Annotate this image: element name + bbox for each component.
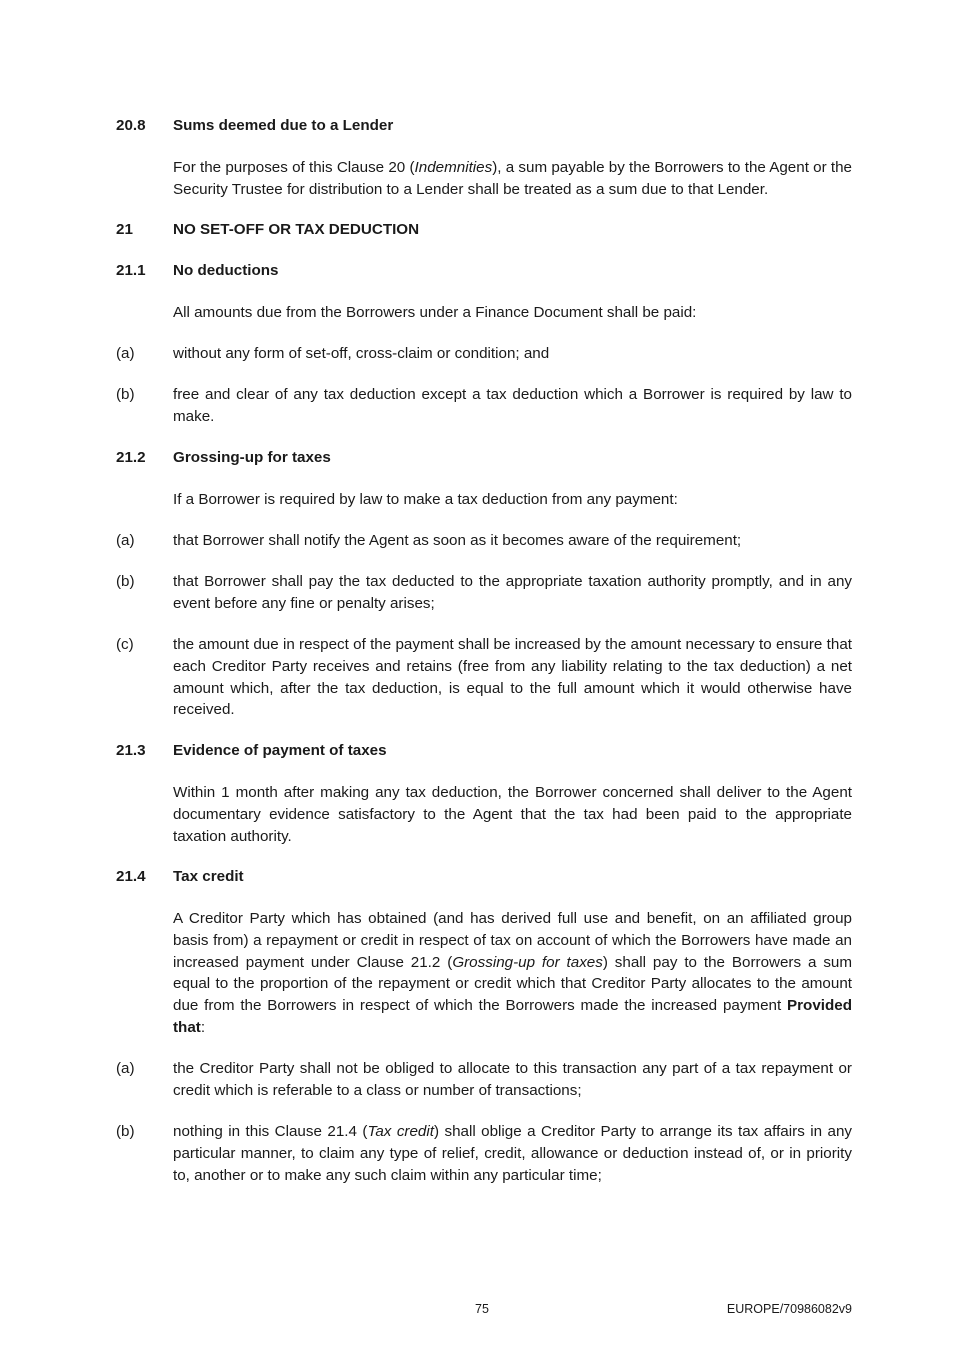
section-title: Evidence of payment of taxes: [173, 742, 387, 759]
document-reference: EUROPE/70986082v9: [726, 1302, 852, 1316]
list-label: (c): [116, 636, 134, 653]
clause-number: 21: [116, 221, 133, 238]
list-label: (a): [116, 532, 135, 549]
list-label: (b): [116, 573, 135, 590]
section-title: Grossing-up for taxes: [173, 449, 331, 466]
list-label: (b): [116, 1123, 135, 1140]
list-label: (a): [116, 345, 135, 362]
page-number: 75: [475, 1302, 489, 1316]
clause-title: NO SET-OFF OR TAX DEDUCTION: [173, 221, 420, 238]
section-number: 21.2: [116, 449, 146, 466]
document-page: 20.8 Sums deemed due to a Lender For the purposes of this Clause 20 (Indemnities), a sum payable by the Borrowers to the Agent or the Security Trustee for distribution to a Lender shall be treated as a sum due to that Lender. 21 NO SET-OFF OR TAX DEDUCTION 21.1 No deductions All amounts due from the Borrowers under a Finance Document shall be paid: (a) without any form of set-off, cross-claim or condition; and (b) free and clear of any tax deduction except a tax deduction which a Borrower is required by law to make. 21.2 Grossing-up for taxes If a Borrower is required by law to make a tax deduction from any payment: (a) that Borrower shall notify the Agent as soon as it becomes aware of the requirement; (b) that Borrower shall pay the tax deducted to the appropriate taxation authority promptly, and in any event before any fine or penalty arises; (c) the amount due in respect of the payment shall be increased by the amount necessary to ensure that each Creditor Party receives and retains (free from any liability relating to the tax deduction) a net amount which, after the tax deduction, is equal to the full amount which it would otherwise have received. 21.3 Evidence of payment of taxes Within 1 month after making any tax deduction, the Borrower concerned shall deliver to the Agent documentary evidence satisfactory to the Agent that the tax had been paid to the appropriate taxation authority. 21.4 Tax credit A Creditor Party which has obtained (and has derived full use and benefit, on an affiliated group basis from) a repayment or credit in respect of tax on account of which the Borrowers have made an increased payment under Clause 21.2 (Grossing-up for taxes) shall pay to the Borrowers a sum equal to the proportion of the repayment or credit which that Creditor Party allocates to the amount due from the Borrowers in respect of which the Borrowers made the increased payment Provided that: (a) the Creditor Party shall not be obliged to allocate to this transaction any part of a tax repayment or credit which is referable to a class or number of transactions; (b) nothing in this Clause 21.4 (Tax credit) shall oblige a Creditor Party to arrange its tax affairs in any particular manner, to claim any type of relief, credit, allowance or deduction instead of, or in priority to, another or to make any such claim within any particular time; 75 EUROPE/70986082v9: [116, 117, 853, 1316]
list-label: (b): [116, 386, 135, 403]
section-title: Tax credit: [173, 868, 244, 885]
section-number: 21.3: [116, 742, 146, 759]
section-title: Sums deemed due to a Lender: [173, 117, 394, 134]
section-number: 21.1: [116, 262, 146, 279]
section-number: 20.8: [116, 117, 146, 134]
section-number: 21.4: [116, 868, 146, 885]
list-label: (a): [116, 1060, 135, 1077]
section-title: No deductions: [173, 262, 279, 279]
